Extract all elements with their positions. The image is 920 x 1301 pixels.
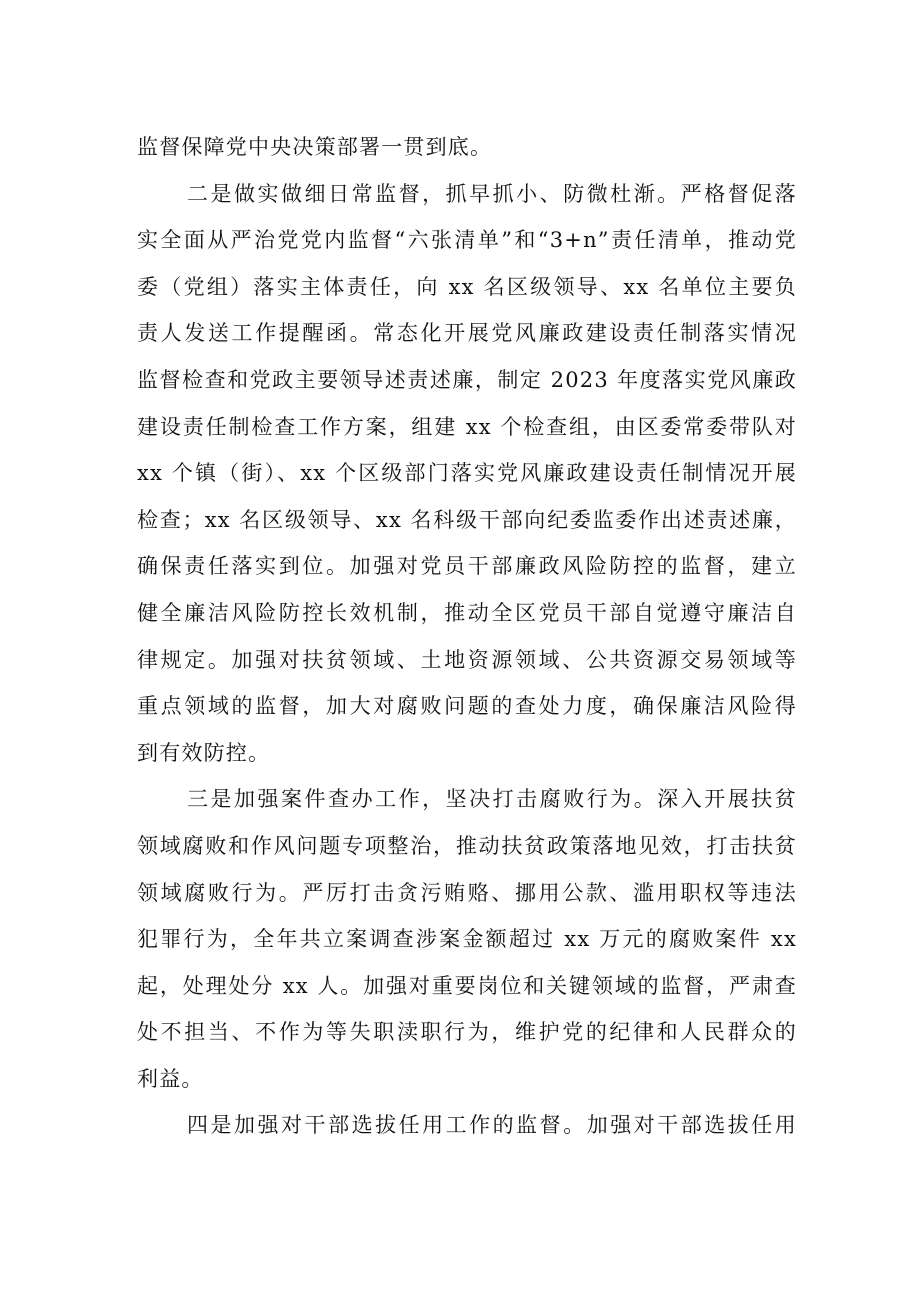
paragraph-line: 领域腐败和作风问题专项整治，推动扶贫政策落地见效，打击扶贫 <box>137 833 797 858</box>
paragraph-line: 到有效防控。 <box>137 740 271 765</box>
document-body <box>137 124 797 1149</box>
paragraph-line: 利益。 <box>137 1066 204 1091</box>
paragraph-line: 处不担当、不作为等失职渎职行为，维护党的纪律和人民群众的 <box>137 1020 797 1045</box>
paragraph-line: 监督检查和党政主要领导述责述廉，制定 2023 年度落实党风廉政 <box>137 367 797 392</box>
paragraph-line: 二是做实做细日常监督，抓早抓小、防微杜渐。严格督促落 <box>187 181 797 206</box>
paragraph-line: 建设责任制检查工作方案，组建 xx 个检查组，由区委常委带队对 <box>137 414 797 439</box>
paragraph-line: 责人发送工作提醒函。常态化开展党风廉政建设责任制落实情况 <box>137 321 797 346</box>
paragraph-line: 监督保障党中央决策部署一贯到底。 <box>137 135 493 159</box>
paragraph-line: xx 个镇（街）、xx 个区级部门落实党风廉政建设责任制情况开展 <box>137 461 797 486</box>
paragraph-line: 重点领域的监督，加大对腐败问题的查处力度，确保廉洁风险得 <box>137 694 797 719</box>
paragraph-line: 犯罪行为，全年共立案调查涉案金额超过 xx 万元的腐败案件 xx <box>137 927 797 952</box>
paragraph-line: 三是加强案件查办工作，坚决打击腐败行为。深入开展扶贫 <box>187 787 797 812</box>
paragraph-line: 确保责任落实到位。加强对党员干部廉政风险防控的监督，建立 <box>137 554 797 579</box>
paragraph-line: 检查；xx 名区级领导、xx 名科级干部向纪委监委作出述责述廉， <box>137 507 797 532</box>
paragraph-line: 领域腐败行为。严厉打击贪污贿赂、挪用公款、滥用职权等违法 <box>137 880 797 905</box>
paragraph-line: 四是加强对干部选拔任用工作的监督。加强对干部选拔任用 <box>187 1113 797 1138</box>
paragraph-line: 起，处理处分 xx 人。加强对重要岗位和关键领域的监督，严肃查 <box>137 973 797 998</box>
paragraph-line: 委（党组）落实主体责任，向 xx 名区级领导、xx 名单位主要负 <box>137 274 797 299</box>
paragraph-line: 律规定。加强对扶贫领域、土地资源领域、公共资源交易领域等 <box>137 647 797 672</box>
paragraph-line: 健全廉洁风险防控长效机制，推动全区党员干部自觉遵守廉洁自 <box>137 600 797 625</box>
paragraph-line: 实全面从严治党党内监督“六张清单”和“3+n”责任清单，推动党 <box>137 228 797 253</box>
